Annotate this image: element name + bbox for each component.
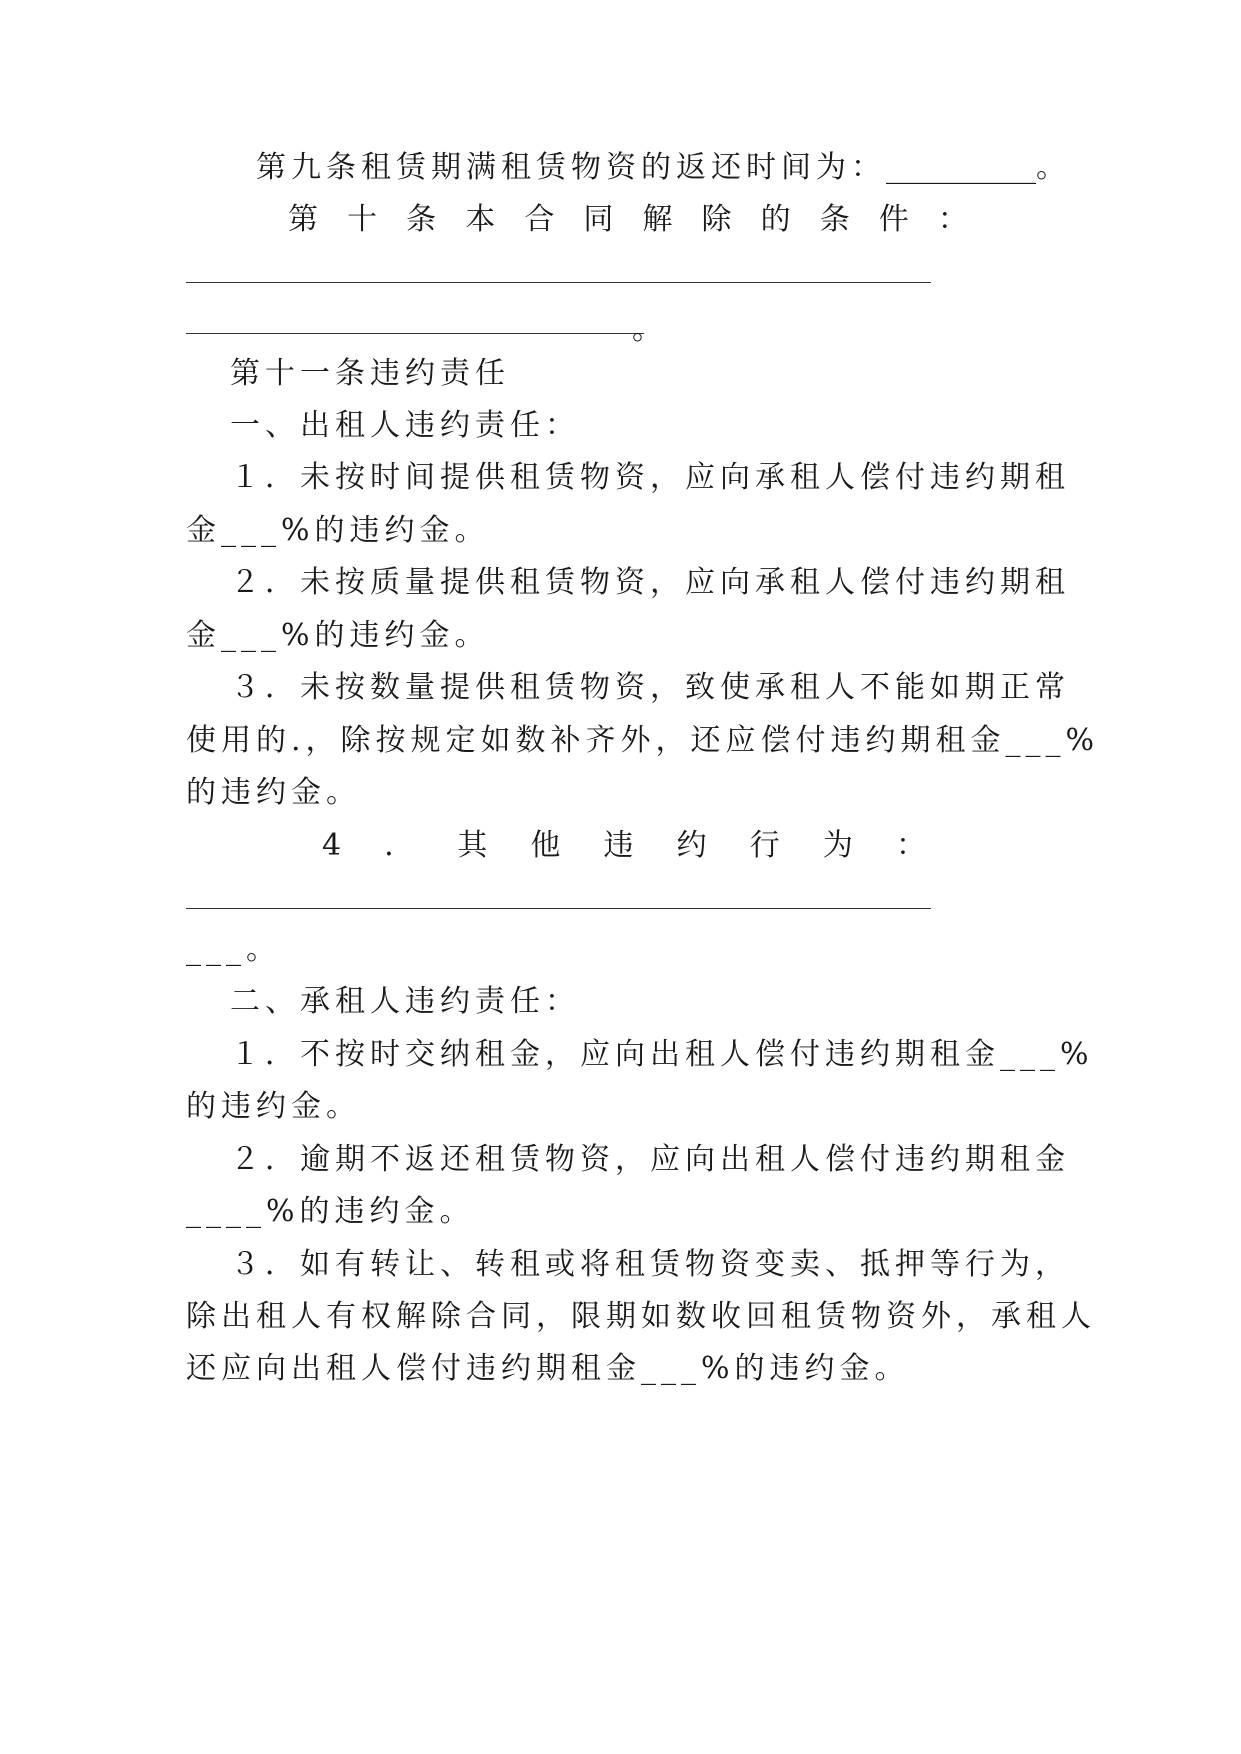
lessee-item1-line1: １．不按时交纳租金，应向出租人偿付违约期租金___% xyxy=(230,1037,1094,1072)
lessee-item3-line2: 除出租人有权解除合同，限期如数收回租赁物资外，承租人 xyxy=(186,1299,1096,1334)
article11-title: 第十一条违约责任 xyxy=(230,356,510,391)
article10-char: 解 xyxy=(642,202,673,237)
lessee-heading: 二、承租人违约责任： xyxy=(230,984,580,1019)
article10-char: 条 xyxy=(406,202,437,237)
article10-char: 十 xyxy=(347,202,378,237)
lessor-item2-line2: 金___%的违约金。 xyxy=(186,618,490,653)
article9-text: 第九条租赁期满租赁物资的返还时间为： xyxy=(256,150,886,185)
lessor-heading: 一、出租人违约责任： xyxy=(230,408,580,443)
lessor-item3-line2: 使用的.，除按规定如数补齐外，还应偿付违约期租金___% xyxy=(186,723,1100,758)
lessee-item3-line1: ３．如有转让、转租或将租赁物资变卖、抵押等行为， xyxy=(230,1247,1070,1282)
article10-char: 除 xyxy=(701,202,732,237)
lessor-item4-char: 4 xyxy=(322,828,342,863)
article10-heading xyxy=(288,200,968,240)
lessor-item4-blank-line xyxy=(186,908,931,909)
lessor-item4-heading xyxy=(322,826,926,866)
article10-end-mark: 。 xyxy=(632,312,667,347)
lessee-item1-line2: 的违约金。 xyxy=(186,1089,361,1124)
article10-blank-line-1 xyxy=(186,282,931,283)
lessee-item3-line3: 还应向出租人偿付违约期租金___%的违约金。 xyxy=(186,1351,910,1386)
lessor-item4-char: 为 xyxy=(822,828,853,863)
article10-blank-line-2 xyxy=(186,333,644,334)
lessor-item4-char: 违 xyxy=(603,828,634,863)
lessor-item4-char: ： xyxy=(895,828,926,863)
lessor-item1-line1: １．未按时间提供租赁物资，应向承租人偿付违约期租 xyxy=(230,460,1070,495)
lessor-item3-line3: 的违约金。 xyxy=(186,775,361,810)
article10-char: 第 xyxy=(288,202,318,237)
lessor-item4-char: 行 xyxy=(749,828,780,863)
article10-char: 同 xyxy=(583,202,614,237)
article10-char: 条 xyxy=(819,202,850,237)
lessor-item4-line3: ___。 xyxy=(186,932,281,967)
lessor-item1-line2: 金___%的违约金。 xyxy=(186,513,490,548)
article9-line xyxy=(256,148,1166,188)
lessor-item4-char: 约 xyxy=(676,828,707,863)
lessor-item2-line1: ２．未按质量提供租赁物资，应向承租人偿付违约期租 xyxy=(230,565,1070,600)
article9-end: 。 xyxy=(1036,150,1071,185)
lessor-item4-char: 其 xyxy=(457,828,488,863)
article10-char: 本 xyxy=(465,202,496,237)
lessor-item3-line1: ３．未按数量提供租赁物资，致使承租人不能如期正常 xyxy=(230,670,1070,705)
article10-char: 的 xyxy=(760,202,791,237)
article10-char: 件 xyxy=(878,202,909,237)
article9-blank: __________ xyxy=(886,150,1036,185)
article10-char: 合 xyxy=(524,202,555,237)
lessee-item2-line2: ____%的违约金。 xyxy=(186,1194,475,1229)
lessor-item4-char: 他 xyxy=(530,828,561,863)
lessee-item2-line1: ２．逾期不返还租赁物资，应向出租人偿付违约期租金 xyxy=(230,1142,1070,1177)
lessor-item4-char: ． xyxy=(384,828,415,863)
article10-char: ： xyxy=(937,202,968,237)
